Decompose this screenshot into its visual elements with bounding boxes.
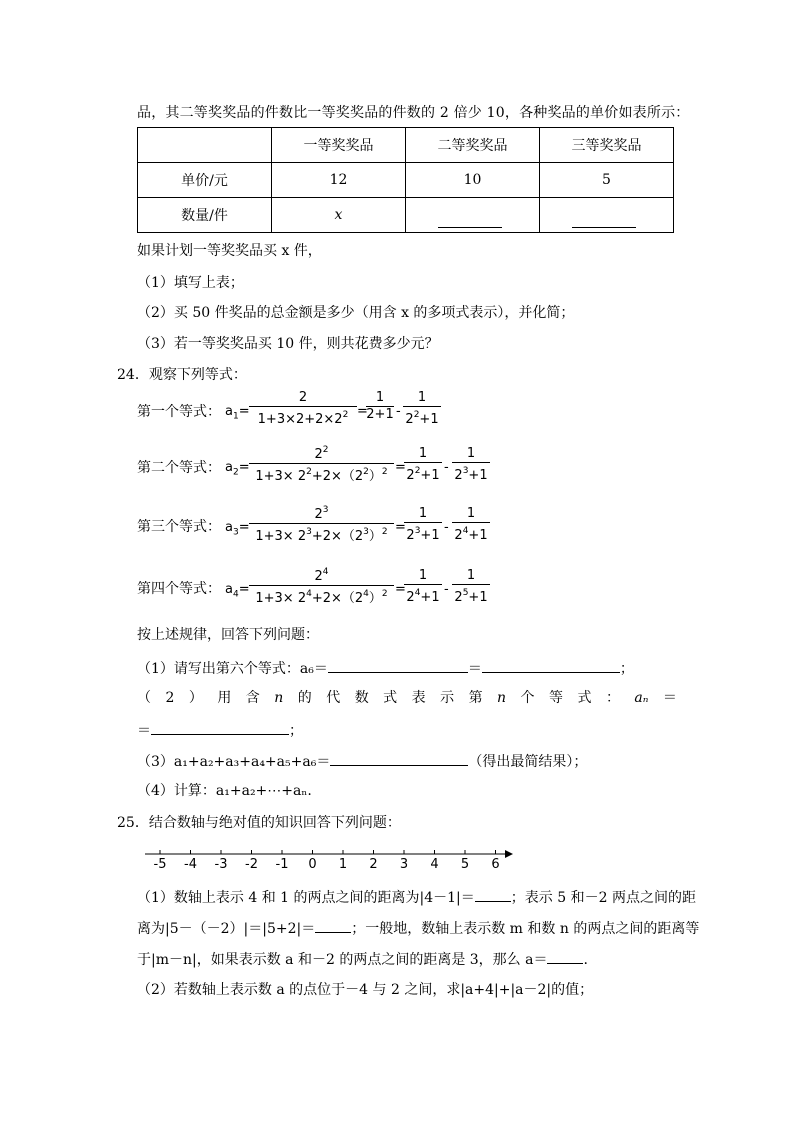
q24-eq2-f2: 1 $2^2+1$ [404, 446, 442, 484]
q25-line1 [137, 887, 696, 907]
q24-eq3-label: 第三个等式： [137, 519, 221, 535]
prize-table [137, 127, 674, 233]
q24-eq1-frac: 2 $1+3\times 2+2\times 2^2$ [249, 390, 357, 428]
table-header-empty [138, 128, 272, 163]
q24-p2-w12: 第 [468, 690, 483, 706]
q24-eq1-f2: 1 2+1 [366, 390, 394, 422]
q24-rule: 按上述规律，回答下列问题： [137, 627, 319, 643]
q24-eq4-minus: - [444, 582, 449, 597]
q24-p2-w4: 含 [245, 690, 260, 706]
table-price-third: 5 [540, 163, 674, 198]
q23-part1: （1）填写上表； [137, 275, 244, 291]
q24-part3 [137, 751, 587, 771]
q24-part2 [137, 689, 677, 707]
q23-plan: 如果计划一等奖奖品买 x 件， [137, 243, 322, 259]
axis-tick-label: 1 [338, 857, 348, 872]
q24-p2-w7: 代 [326, 690, 341, 706]
axis-tick-label: 3 [399, 857, 409, 872]
q24-part4: （4）计算：a₁+a₂+⋯+aₙ. [137, 783, 312, 799]
q25-line2-text: 离为|5－（－2）|＝|5+2|＝ [137, 921, 316, 937]
intro-line: 品，其二等奖奖品的件数比一等奖奖品的件数的 2 倍少 10，各种奖品的单价如表所示： [137, 105, 690, 121]
table-header-third: 三等奖奖品 [540, 128, 674, 163]
q25-blank-3[interactable] [547, 949, 583, 964]
q24-p2-w9: 式 [383, 690, 398, 706]
q24-p2-w15: 等 [549, 690, 564, 706]
q24-eq2-label: 第二个等式： [137, 460, 221, 476]
q24-eq2-f3: 1 $2^3+1$ [452, 446, 490, 484]
q24-eq2-lhs: $a_2=$ [225, 460, 250, 478]
q24-eq1-lhs: $a_1=$ [225, 404, 250, 422]
q24-part3-tail: （得出最简结果）； [468, 754, 588, 770]
q25-line1-tail: ；表示 5 和－2 两点之间的距 [510, 890, 696, 906]
axis-tick-label: 6 [491, 857, 500, 872]
q24-part2-line2: ＝ ； [137, 720, 303, 740]
q24-p2-w14: 个 [520, 690, 535, 706]
q24-p2-w5: n [274, 690, 284, 706]
q25-line3-text: 于|m－n|，如果表示数 a 和－2 的两点之间的距离是 3，那么 a＝ [137, 952, 548, 968]
q23-part3: （3）若一等奖奖品买 10 件，则共花费多少元？ [137, 336, 439, 352]
q24-p2-w1: 2 [165, 690, 175, 706]
q24-eq2-minus: - [444, 460, 449, 475]
table-price-label: 单价/元 [138, 163, 272, 198]
axis-tick-label: 2 [369, 857, 378, 872]
q24-p2-w13: n [497, 690, 507, 706]
q24-eq4-f2: 1 $2^4+1$ [404, 568, 442, 606]
table-header-second: 二等奖奖品 [406, 128, 540, 163]
q24-eq3-eq: = [395, 520, 406, 535]
q24-part2-blank[interactable] [151, 720, 289, 735]
table-qty-first: x [272, 198, 406, 233]
q24-eq1-eq: = [357, 404, 368, 419]
q24-eq2-frac: $2^2$ $1+3\times 2^2+2\times(2^2)^2$ [249, 442, 394, 485]
q25-blank-2[interactable] [315, 918, 351, 933]
q24-p2-w16: 式 [577, 690, 592, 706]
axis-tick-label: 0 [308, 857, 317, 872]
table-price-first: 12 [272, 163, 406, 198]
q25-line2 [137, 918, 699, 938]
q24-p2-w3: 用 [217, 690, 232, 706]
q24-part3-blank[interactable] [330, 751, 468, 766]
axis-tick-label: -2 [245, 857, 258, 872]
q24-part1-blank-b[interactable] [482, 658, 620, 673]
q24-p2-w0: （ [137, 690, 151, 706]
q24-eq4-eq: = [395, 582, 406, 597]
q25-title: 25．结合数轴与绝对值的知识回答下列问题： [117, 815, 401, 831]
q24-p2-w19: ＝ [662, 690, 677, 706]
q25-blank-1[interactable] [475, 887, 511, 902]
q24-p2-w11: 示 [440, 690, 455, 706]
table-qty-label: 数量/件 [138, 198, 272, 233]
q24-part1: （1）请写出第六个等式：a₆＝ ＝ ； [137, 658, 634, 678]
q24-eq4-frac: $2^4$ $1+3\times 2^4+2\times(2^4)^2$ [249, 564, 394, 607]
q25-line1-text: （1）数轴上表示 4 和 1 的两点之间的距离为|4－1|＝ [137, 890, 475, 906]
q25-line3-tail: . [583, 952, 588, 968]
table-qty-third[interactable] [540, 198, 674, 233]
q24-eq1-minus: - [396, 404, 401, 419]
q24-part1-blank-a[interactable] [328, 658, 468, 673]
axis-tick-label: 4 [430, 857, 439, 872]
q24-eq1-label: 第一个等式： [137, 404, 221, 420]
q24-eq1-f3: 1 $2^2+1$ [403, 390, 441, 428]
axis-tick-label: -4 [184, 857, 197, 872]
axis-tick-label: -1 [275, 857, 289, 872]
q24-eq3-f3: 1 $2^4+1$ [452, 506, 490, 544]
q24-eq4-label: 第四个等式： [137, 581, 221, 597]
q24-p2-w10: 表 [411, 690, 426, 706]
axis-tick-label: 5 [460, 857, 470, 872]
q24-eq3-lhs: $a_3=$ [225, 520, 250, 538]
q24-p2-w18: aₙ [634, 690, 649, 706]
q24-part3-text: （3）a₁+a₂+a₃+a₄+a₅+a₆＝ [137, 754, 331, 770]
table-header-first: 一等奖奖品 [272, 128, 406, 163]
table-qty-second[interactable] [406, 198, 540, 233]
q24-p2-w6: 的 [297, 690, 312, 706]
q24-eq3-minus: - [444, 520, 449, 535]
axis-tick-label: -5 [153, 857, 167, 872]
q24-eq3-f2: 1 $2^3+1$ [404, 506, 442, 544]
q25-line2-tail: ；一般地，数轴上表示数 m 和数 n 的两点之间的距离等 [351, 921, 700, 937]
q24-eq4-lhs: $a_4=$ [225, 582, 250, 600]
q24-eq3-frac: $2^3$ $1+3\times 2^3+2\times(2^3)^2$ [249, 502, 394, 545]
axis-tick-label: -3 [214, 857, 228, 872]
q25-line4: （2）若数轴上表示数 a 的点位于－4 与 2 之间，求|a+4|+|a－2|的值； [137, 982, 594, 998]
q25-line3 [137, 949, 588, 969]
q24-p2-w2: ） [188, 690, 203, 706]
q24-part1-text: （1）请写出第六个等式：a₆＝ [137, 661, 328, 677]
q24-eq4-f3: 1 $2^5+1$ [452, 568, 490, 606]
q24-p2-w17: ： [605, 690, 620, 706]
q24-eq2-eq: = [395, 460, 406, 475]
q24-p2-w8: 数 [354, 690, 369, 706]
number-line-labels [145, 857, 515, 875]
table-price-second: 10 [406, 163, 540, 198]
q23-part2: （2）买 50 件奖品的总金额是多少（用含 x 的多项式表示），并化简； [137, 305, 575, 321]
q24-title: 24．观察下列等式： [117, 367, 247, 383]
